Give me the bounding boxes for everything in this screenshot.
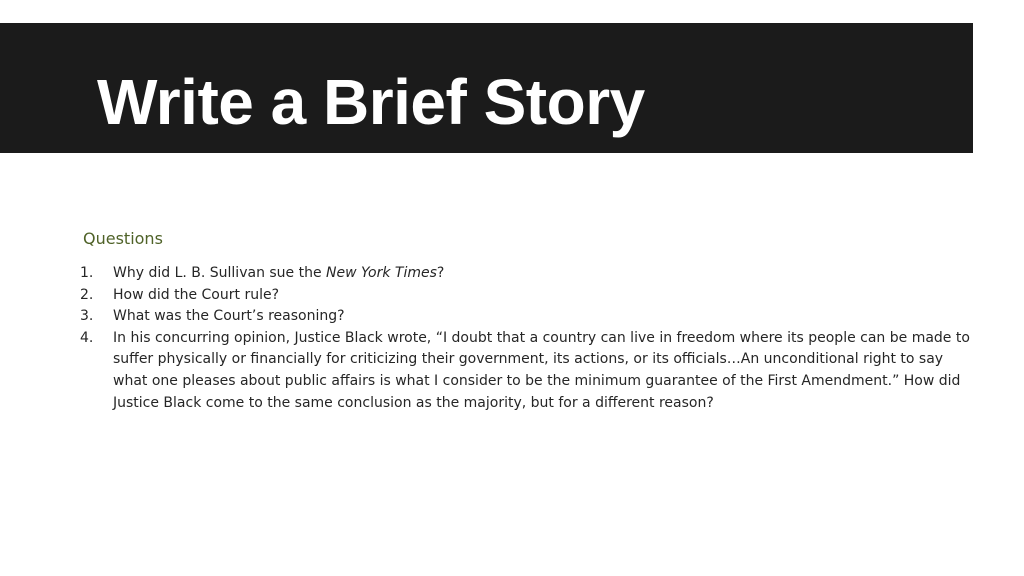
slide-title: Write a Brief Story xyxy=(97,66,645,138)
question-item-3 xyxy=(80,306,970,328)
question-text: How did the Court rule? xyxy=(113,286,280,303)
question-item-1 xyxy=(80,263,970,285)
question-item-4 xyxy=(80,328,970,414)
section-heading: Questions xyxy=(83,229,163,248)
question-list xyxy=(80,263,970,414)
question-item-2 xyxy=(80,285,970,307)
question-text-start: Why did L. B. Sullivan sue the xyxy=(113,265,327,281)
question-text: In his concurring opinion, Justice Black wrote, “I doubt that a country can live in freedom where its people can be made to suffer physically or financially for criticizing their government, its actions, or its officials…An unconditional right to say what one pleases about public affairs is what I consider to be the minimum guarantee of the First Amendment.” How did Justice Black come to the same conclusion as the majority, but for a different reason? xyxy=(113,329,970,411)
question-number: 3. xyxy=(80,308,94,325)
question-text: What was the Court’s reasoning? xyxy=(113,308,345,325)
question-number: 1. xyxy=(80,265,94,281)
question-number: 2. xyxy=(80,286,94,303)
newspaper-title: New York Times xyxy=(326,265,437,281)
question-text xyxy=(113,265,444,281)
question-number: 4. xyxy=(80,329,94,346)
question-text-end: ? xyxy=(436,265,445,281)
